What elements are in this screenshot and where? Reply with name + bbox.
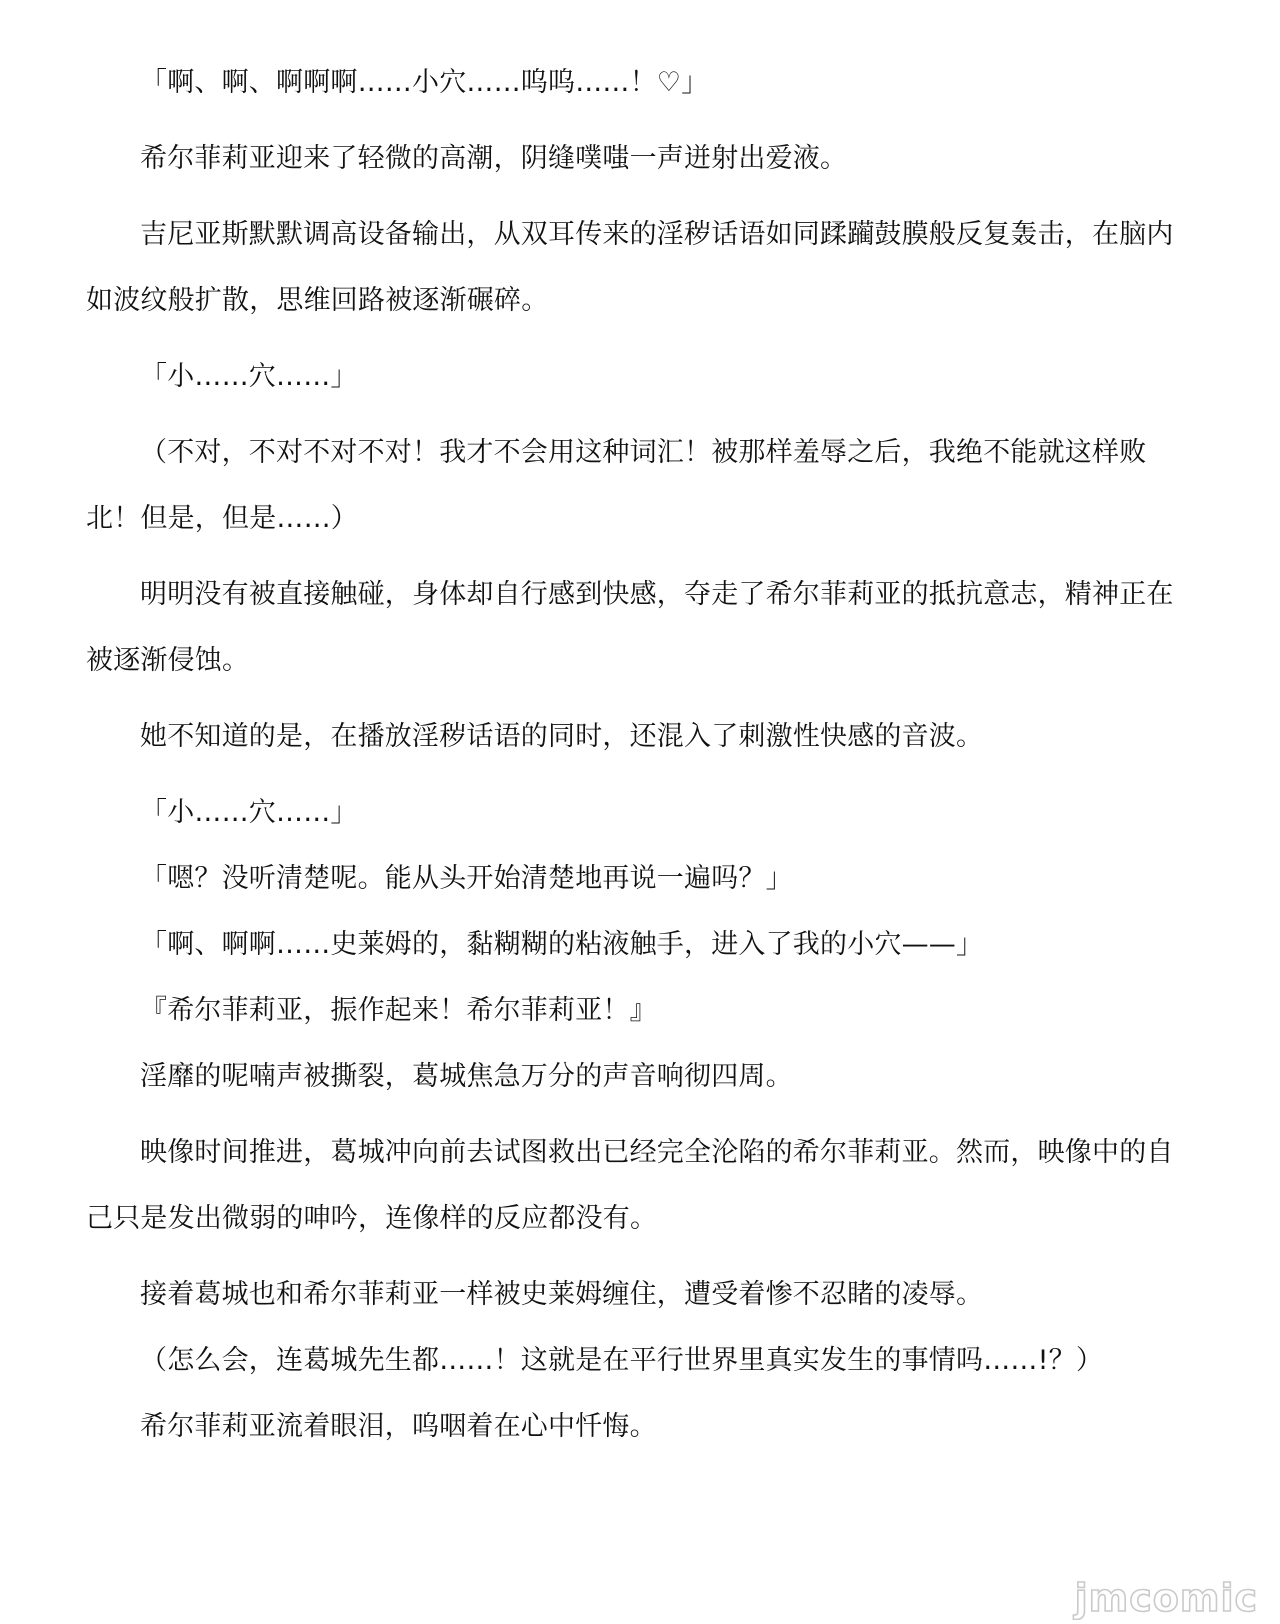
paragraph-5: （不对，不对不对不对！我才不会用这种词汇！被那样羞辱之后，我绝不能就这样败北！但是，但是……） [86, 437, 1147, 534]
paragraph-15: （怎么会，连葛城先生都……！这就是在平行世界里真实发生的事情吗……!？） [140, 1345, 1104, 1376]
paragraph-16: 希尔菲莉亚流着眼泪，呜咽着在心中忏悔。 [140, 1411, 657, 1442]
paragraph-13: 映像时间推进，葛城冲向前去试图救出已经完全沦陷的希尔菲莉亚。然而，映像中的自己只是发出微弱的呻吟，连像样的反应都没有。 [86, 1137, 1174, 1234]
paragraph-6: 明明没有被直接触碰，身体却自行感到快感，夺走了希尔菲莉亚的抵抗意志，精神正在被逐渐侵蚀。 [86, 579, 1174, 676]
paragraph-14: 接着葛城也和希尔菲莉亚一样被史莱姆缠住，遭受着惨不忍睹的凌辱。 [140, 1279, 984, 1310]
watermark-logo: jmcomic [1074, 1576, 1258, 1620]
paragraph-8: 「小……穴……」 [140, 797, 358, 828]
text-body [86, 50, 1196, 1460]
paragraph-9: 「嗯？没听清楚呢。能从头开始清楚地再说一遍吗？」 [140, 863, 793, 894]
paragraph-2: 希尔菲莉亚迎来了轻微的高潮，阴缝噗嗤一声迸射出爱液。 [140, 143, 848, 174]
paragraph-4: 「小……穴……」 [140, 361, 358, 392]
paragraph-10: 「啊、啊啊……史莱姆的，黏糊糊的粘液触手，进入了我的小穴——」 [140, 929, 984, 960]
paragraph-7: 她不知道的是，在播放淫秽话语的同时，还混入了刺激性快感的音波。 [140, 721, 984, 752]
paragraph-3: 吉尼亚斯默默调高设备输出，从双耳传来的淫秽话语如同蹂躏鼓膜般反复轰击，在脑内如波纹般扩散，思维回路被逐渐碾碎。 [86, 219, 1174, 316]
paragraph-12: 淫靡的呢喃声被撕裂，葛城焦急万分的声音响彻四周。 [140, 1061, 793, 1092]
paragraph-11: 『希尔菲莉亚，振作起来！希尔菲莉亚！』 [140, 995, 657, 1026]
paragraph-1: 「啊、啊、啊啊啊……小穴……呜呜……！♡」 [140, 67, 709, 98]
